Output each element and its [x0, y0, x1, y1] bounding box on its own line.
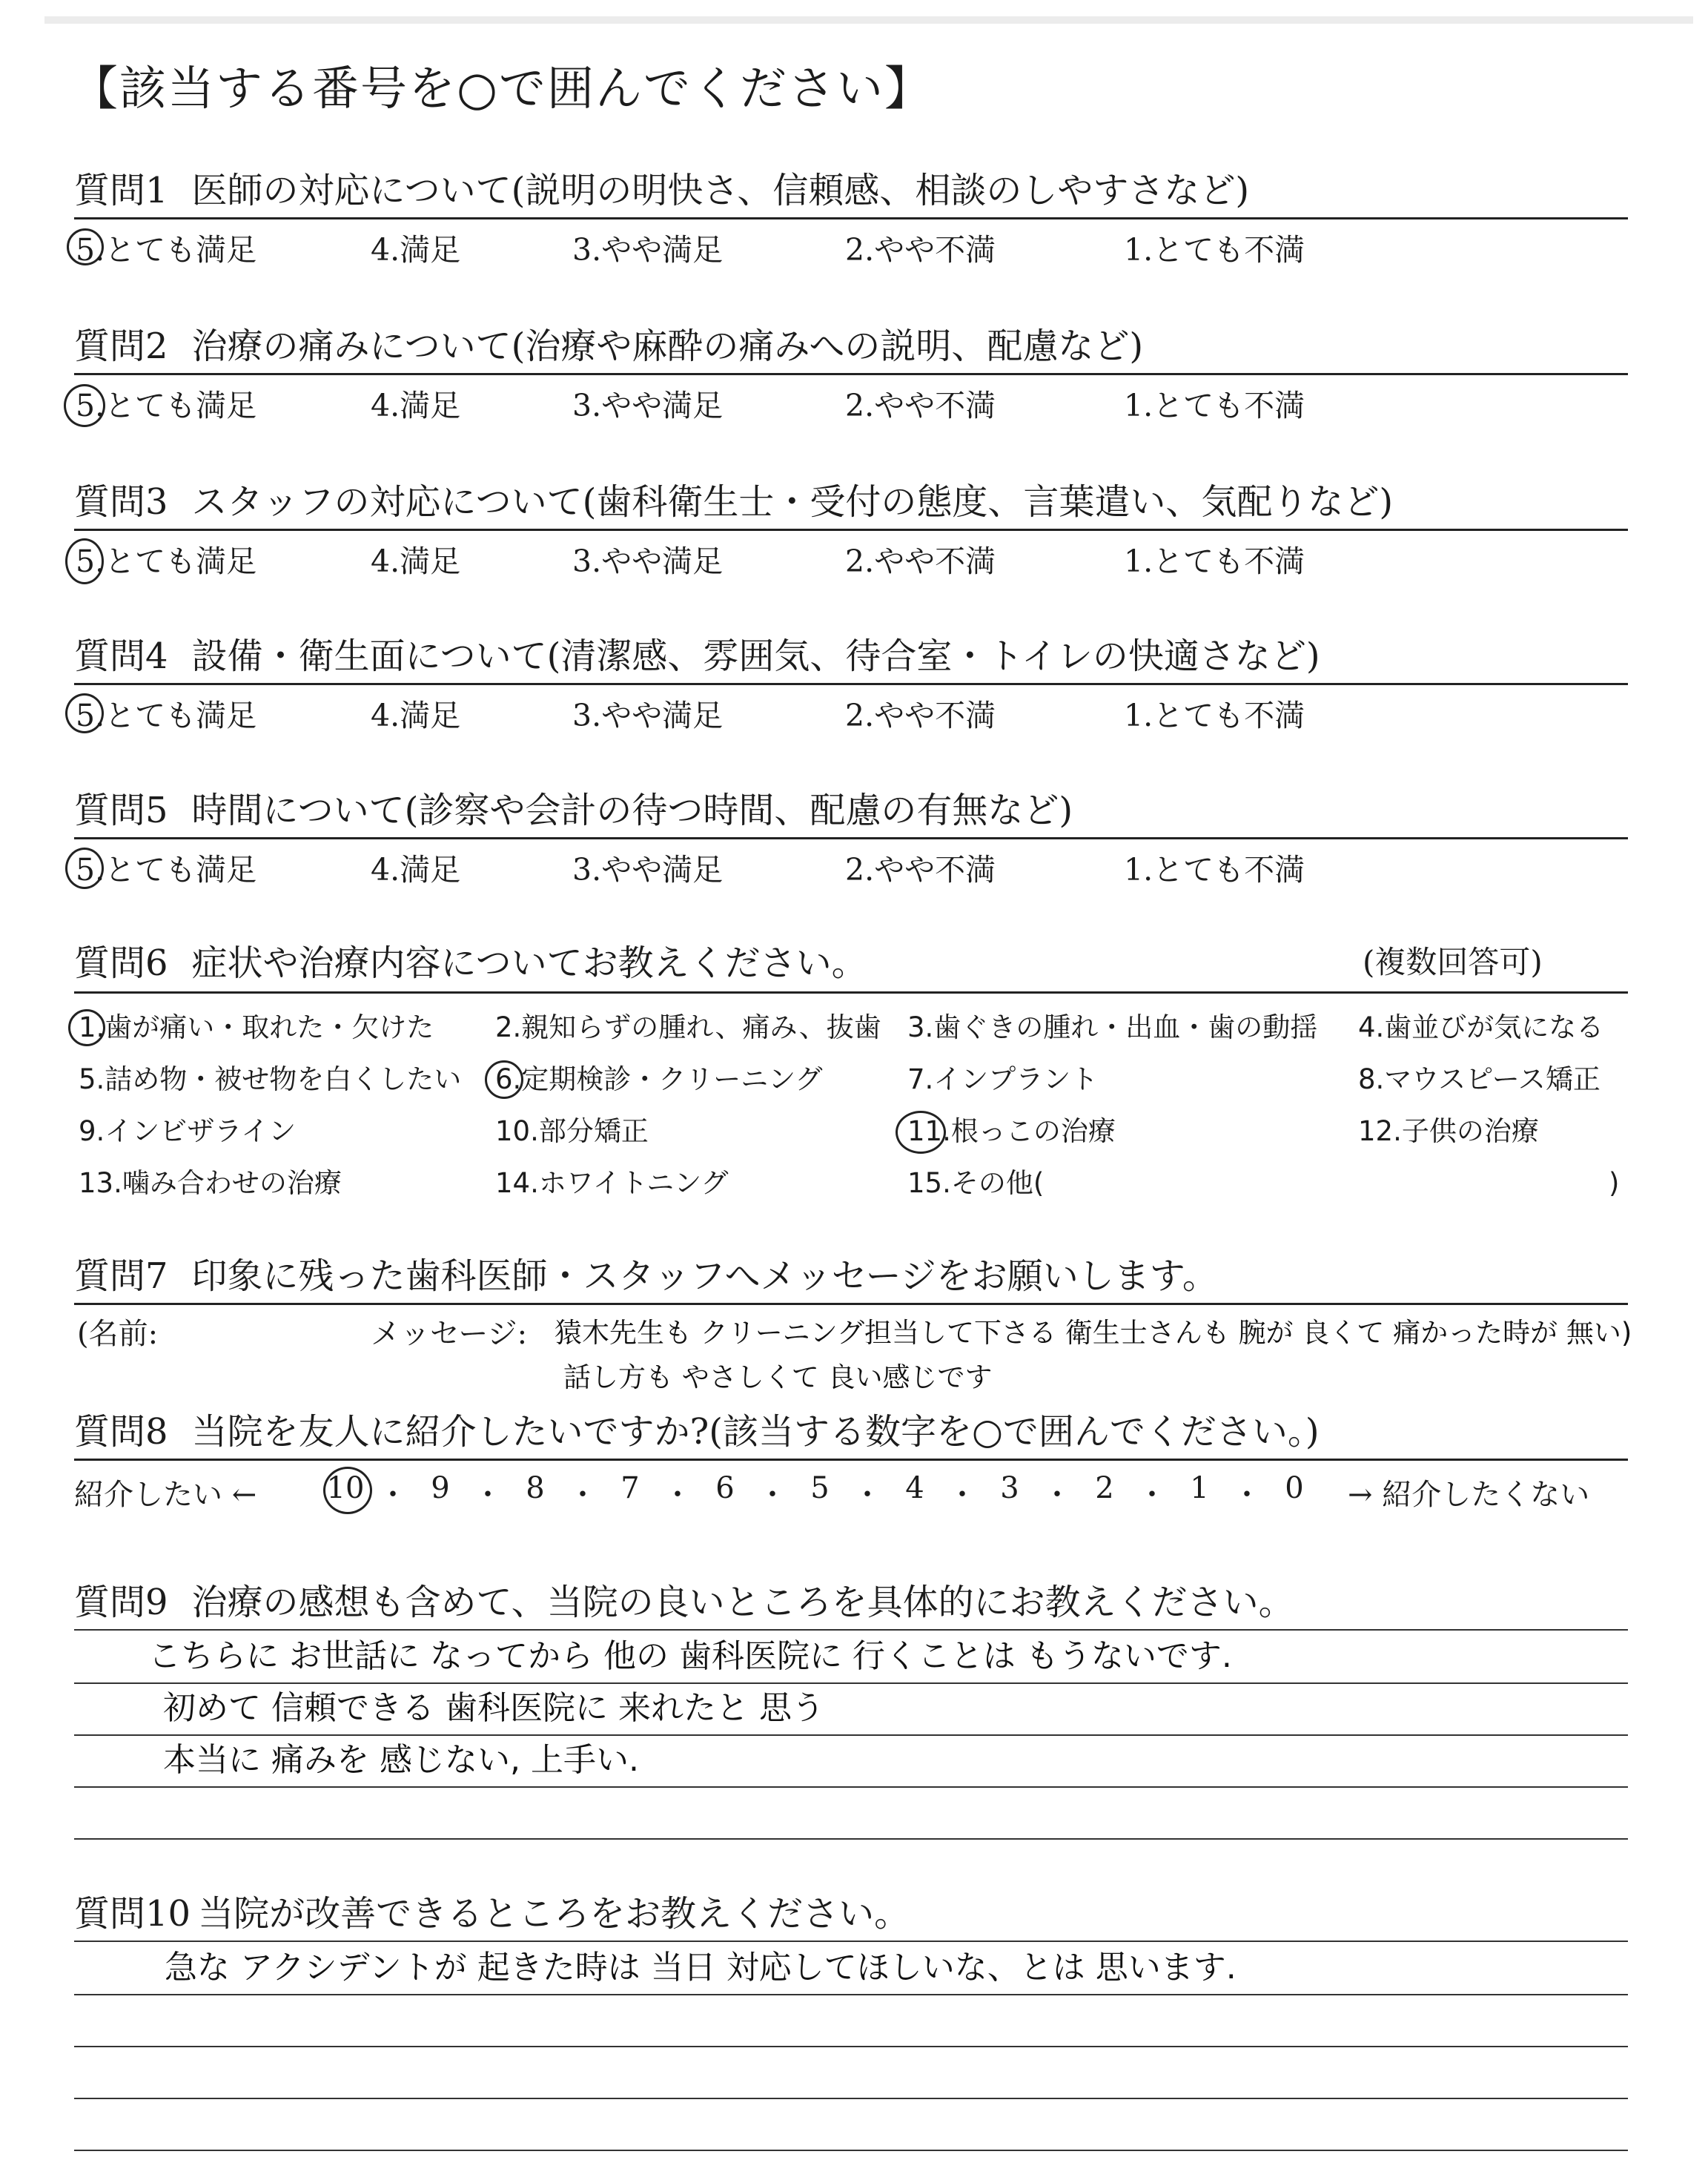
answer-line [74, 2046, 1628, 2047]
scale-separator: ・ [378, 1478, 408, 1512]
question-number: 質問4 [74, 635, 168, 677]
question-text: 時間について(診察や会計の待つ時間、配慮の有無など) [191, 790, 1073, 831]
question-divider [74, 991, 1628, 994]
scale-separator: ・ [1042, 1478, 1072, 1512]
question-divider [74, 1459, 1628, 1461]
question-7 [74, 1255, 1218, 1297]
treatment-option[interactable]: 3.歯ぐきの腫れ・出血・歯の動揺 [907, 1011, 1318, 1043]
scale-value[interactable]: 4 [905, 1471, 924, 1505]
question-text: 治療の痛みについて(治療や麻酔の痛みへの説明、配慮など) [191, 326, 1144, 367]
question-divider [74, 1303, 1628, 1305]
scale-value[interactable]: 3 [1000, 1471, 1019, 1505]
question-text: 印象に残った歯科医師・スタッフへメッセージをお願いします。 [191, 1255, 1218, 1297]
answer-line [74, 2098, 1628, 2099]
question-3 [74, 481, 1394, 523]
question-divider [74, 529, 1628, 531]
question-4 [74, 635, 1320, 677]
question-8 [74, 1411, 1320, 1453]
question-text: 医師の対応について(説明の明快さ、信頼感、相談のしやすさなど) [191, 170, 1250, 211]
handwritten-answer-line-1: 急な アクシデントが 起きた時は 当日 対応してほしいな、とは 思います. [165, 1949, 1237, 1986]
scale-value[interactable]: 5 [810, 1471, 830, 1505]
option-very-dissatisfied[interactable]: 1.とても不満 [1124, 544, 1305, 579]
scale-value[interactable]: 2 [1095, 1471, 1114, 1505]
handwritten-answer-line-3: 本当に 痛みを 感じない, 上手い. [163, 1741, 639, 1779]
option-somewhat-dissatisfied[interactable]: 2.やや不満 [845, 698, 996, 733]
question-text: 当院を友人に紹介したいですか?(該当する数字を○で囲んでください。) [191, 1411, 1320, 1453]
treatment-option[interactable]: 13.噛み合わせの治療 [79, 1167, 342, 1199]
option-very-dissatisfied[interactable]: 1.とても不満 [1124, 852, 1305, 888]
question-divider [74, 683, 1628, 685]
multiple-answers-note: (複数回答可) [1363, 944, 1543, 980]
treatment-option[interactable]: 4.歯並びが気になる [1358, 1011, 1604, 1043]
scale-separator: ・ [663, 1478, 692, 1512]
answer-line [74, 1786, 1628, 1788]
recommend-scale [74, 1471, 1628, 1512]
option-satisfied[interactable]: 4.満足 [371, 698, 461, 733]
question-number: 質問5 [74, 790, 168, 831]
question-number: 質問6 [74, 942, 168, 984]
answer-line [74, 1994, 1628, 1995]
scale-value[interactable]: 1 [1190, 1471, 1209, 1505]
scale-right-label: → 紹介したくない [1348, 1478, 1590, 1512]
option-somewhat-satisfied[interactable]: 3.やや満足 [572, 852, 724, 888]
option-somewhat-satisfied[interactable]: 3.やや満足 [572, 544, 724, 579]
treatment-option[interactable]: 1.歯が痛い・取れた・欠けた [79, 1011, 434, 1043]
question-number: 質問8 [74, 1411, 168, 1453]
option-very-satisfied[interactable]: 5.とても満足 [76, 232, 257, 268]
answer-line [74, 1734, 1628, 1736]
question-text: 当院が改善できるところをお教えください。 [198, 1893, 910, 1935]
question-divider [74, 837, 1628, 839]
question-10 [74, 1893, 910, 1935]
question-1 [74, 170, 1250, 211]
scale-separator: ・ [1137, 1478, 1167, 1512]
other-closing-paren: ) [1609, 1167, 1620, 1199]
question-text: スタッフの対応について(歯科衛生士・受付の態度、言葉遣い、気配りなど) [191, 481, 1394, 523]
treatment-option[interactable]: 8.マウスピース矯正 [1358, 1063, 1601, 1095]
scale-separator: ・ [758, 1478, 787, 1512]
option-very-dissatisfied[interactable]: 1.とても不満 [1124, 388, 1305, 423]
treatment-option[interactable]: 12.子供の治療 [1358, 1115, 1539, 1147]
question-number: 質問3 [74, 481, 168, 523]
treatment-option[interactable]: 6.定期検診・クリーニング [495, 1063, 823, 1095]
option-very-dissatisfied[interactable]: 1.とても不満 [1124, 698, 1305, 733]
option-somewhat-dissatisfied[interactable]: 2.やや不満 [845, 388, 996, 423]
answer-line [74, 1838, 1628, 1840]
treatment-option[interactable]: 11.根っこの治療 [907, 1115, 1116, 1147]
treatment-option[interactable]: 14.ホワイトニング [495, 1167, 729, 1199]
scale-value[interactable]: 8 [526, 1471, 545, 1505]
question-number: 質問7 [74, 1255, 168, 1297]
treatment-option[interactable]: 2.親知らずの腫れ、痛み、抜歯 [495, 1011, 881, 1043]
option-somewhat-satisfied[interactable]: 3.やや満足 [572, 388, 724, 423]
question-6 [74, 942, 867, 984]
scale-left-label: 紹介したい ← [74, 1478, 257, 1512]
option-satisfied[interactable]: 4.満足 [371, 544, 461, 579]
answer-line [74, 1682, 1628, 1684]
option-satisfied[interactable]: 4.満足 [371, 232, 461, 268]
scale-separator: ・ [473, 1478, 503, 1512]
handwritten-answer-line-1: こちらに お世話に なってから 他の 歯科医院に 行くことは もうないです. [148, 1637, 1232, 1675]
treatment-option[interactable]: 10.部分矯正 [495, 1115, 649, 1147]
treatment-option[interactable]: 9.インビザライン [79, 1115, 297, 1147]
option-satisfied[interactable]: 4.満足 [371, 852, 461, 888]
option-somewhat-dissatisfied[interactable]: 2.やや不満 [845, 232, 996, 268]
question-number: 質問1 [74, 170, 168, 211]
scale-separator: ・ [947, 1478, 977, 1512]
option-satisfied[interactable]: 4.満足 [371, 388, 461, 423]
question-text: 設備・衛生面について(清潔感、雰囲気、待合室・トイレの快適さなど) [191, 635, 1320, 677]
option-somewhat-dissatisfied[interactable]: 2.やや不満 [845, 544, 996, 579]
option-very-satisfied[interactable]: 5.とても満足 [76, 388, 257, 423]
form-instructions: 【該当する番号を○で囲んでください】 [71, 62, 933, 116]
question-number: 質問10 [74, 1893, 191, 1935]
answer-line [74, 2150, 1628, 2151]
scale-separator: ・ [1232, 1478, 1262, 1512]
option-somewhat-satisfied[interactable]: 3.やや満足 [572, 698, 724, 733]
handwritten-message-line-1: 猿木先生も クリーニング担当して下さる 衛生士さんも 腕が 良くて 痛かった時が 無い) [555, 1317, 1632, 1349]
treatment-option[interactable]: 7.インプラント [907, 1063, 1099, 1095]
question-text: 症状や治療内容についてお教えください。 [191, 942, 867, 984]
question-5 [74, 790, 1073, 831]
scale-value[interactable]: 10 [326, 1471, 365, 1505]
question-number: 質問2 [74, 326, 168, 367]
question-9 [74, 1582, 1294, 1623]
question-number: 質問9 [74, 1582, 168, 1623]
handwritten-message-line-2: 話し方も やさしくて 良い感じです [563, 1361, 993, 1393]
name-label: (名前: [77, 1317, 159, 1351]
scale-separator: ・ [853, 1478, 882, 1512]
answer-line [74, 1941, 1628, 1942]
scale-value[interactable]: 6 [715, 1471, 735, 1505]
handwritten-answer-line-2: 初めて 信頼できる 歯科医院に 来れたと 思う [163, 1689, 824, 1727]
scale-separator: ・ [568, 1478, 598, 1512]
message-label: メッセージ: [371, 1317, 528, 1351]
treatment-option-other[interactable]: 15.その他( [907, 1167, 1045, 1199]
option-somewhat-satisfied[interactable]: 3.やや満足 [572, 232, 724, 268]
question-text: 治療の感想も含めて、当院の良いところを具体的にお教えください。 [191, 1582, 1294, 1623]
scale-value[interactable]: 0 [1285, 1471, 1304, 1505]
option-very-satisfied[interactable]: 5.とても満足 [76, 698, 257, 733]
option-very-dissatisfied[interactable]: 1.とても不満 [1124, 232, 1305, 268]
scale-value[interactable]: 9 [431, 1471, 450, 1505]
option-very-satisfied[interactable]: 5.とても満足 [76, 544, 257, 579]
option-somewhat-dissatisfied[interactable]: 2.やや不満 [845, 852, 996, 888]
question-2 [74, 326, 1144, 367]
question-divider [74, 217, 1628, 219]
treatment-option[interactable]: 5.詰め物・被せ物を白くしたい [79, 1063, 462, 1095]
scale-value[interactable]: 7 [620, 1471, 640, 1505]
question-divider [74, 373, 1628, 375]
option-very-satisfied[interactable]: 5.とても満足 [76, 852, 257, 888]
scan-top-edge [44, 16, 1693, 24]
answer-line [74, 1629, 1628, 1631]
